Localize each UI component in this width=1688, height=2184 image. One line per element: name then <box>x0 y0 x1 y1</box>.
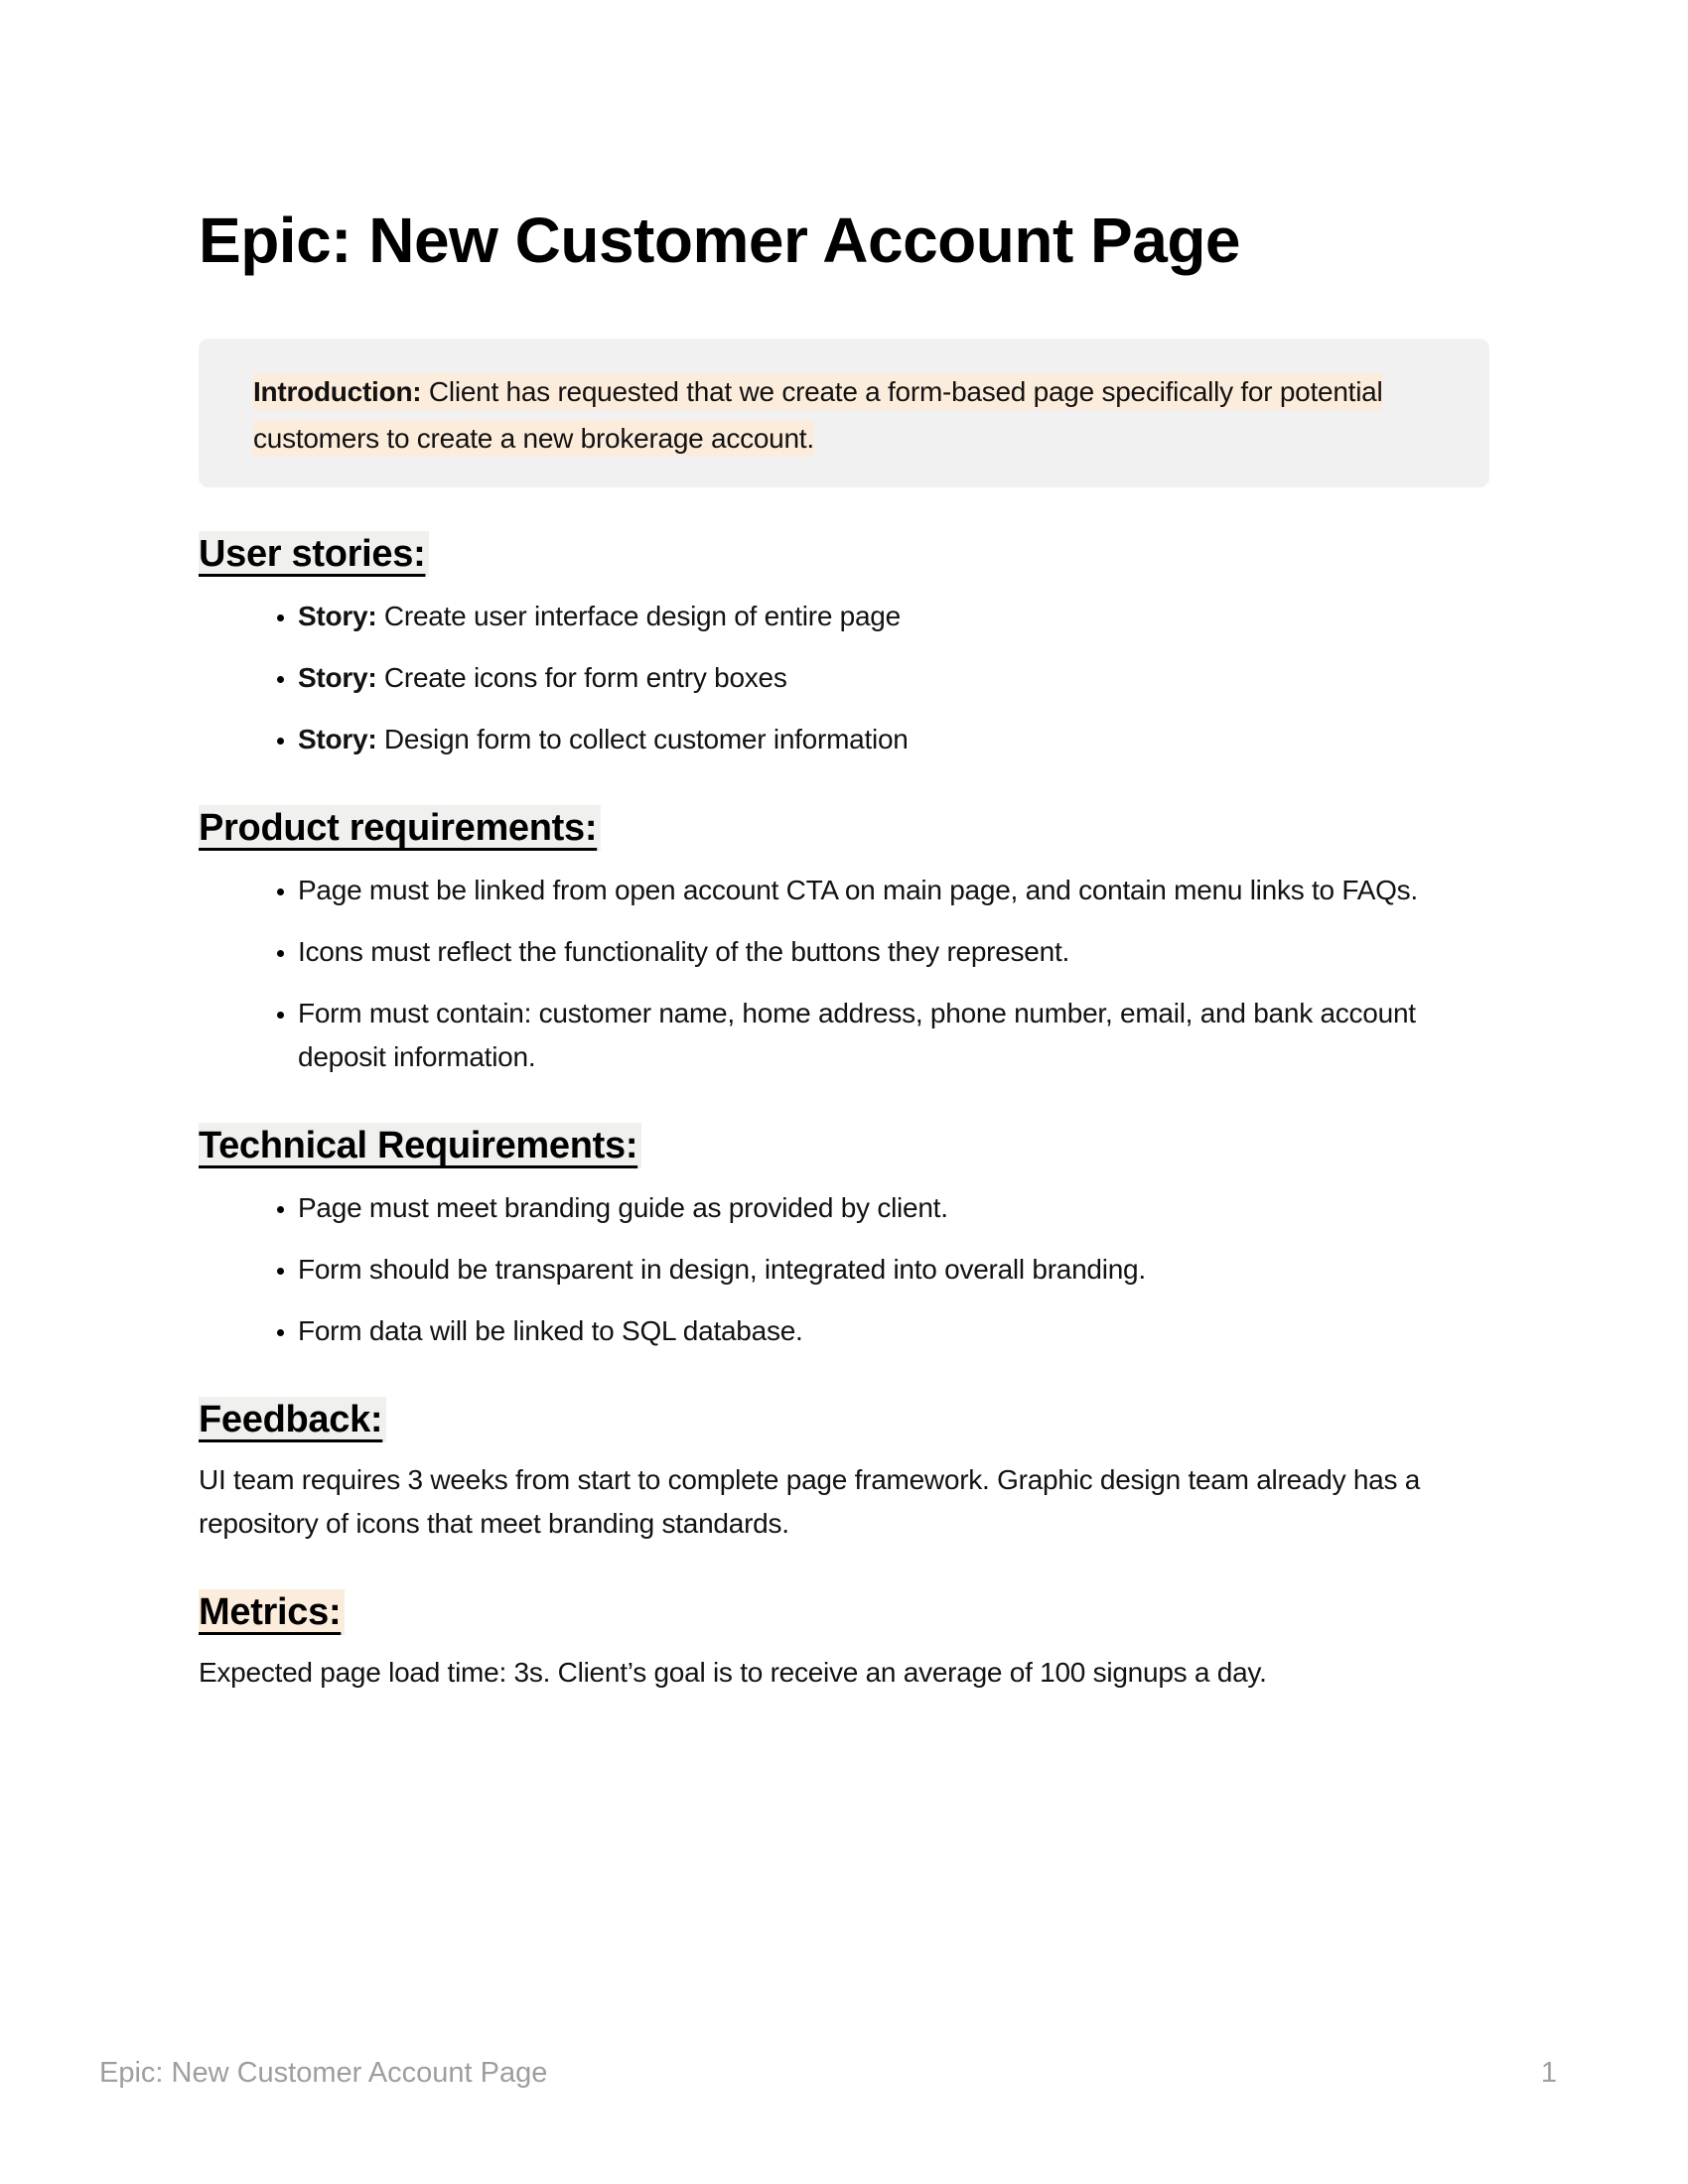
requirement-text: Form should be transparent in design, integrated into overall branding. <box>298 1254 1146 1285</box>
requirement-text: Icons must reflect the functionality of the buttons they represent. <box>298 936 1070 967</box>
page-footer <box>0 2057 1688 2090</box>
section-product-requirements <box>199 805 1489 1079</box>
section-heading-feedback: Feedback: <box>199 1397 1489 1442</box>
product-requirements-list <box>199 869 1489 1079</box>
section-metrics <box>199 1589 1489 1695</box>
list-item <box>298 718 1455 761</box>
technical-requirements-list <box>199 1186 1489 1353</box>
footer-page-number: 1 <box>1540 2057 1557 2089</box>
story-text: Design form to collect customer information <box>376 724 909 754</box>
section-technical-requirements <box>199 1123 1489 1353</box>
introduction-paragraph <box>253 368 1435 462</box>
list-item <box>298 595 1455 638</box>
user-stories-list <box>199 595 1489 761</box>
story-text: Create user interface design of entire page <box>376 601 901 631</box>
section-heading-technical-requirements: Technical Requirements: <box>199 1123 1489 1168</box>
list-item <box>298 869 1455 912</box>
feedback-paragraph: UI team requires 3 weeks from start to complete page framework. Graphic design team already has a repository of icons that meet branding standards. <box>199 1464 1421 1539</box>
requirement-text: Form must contain: customer name, home address, phone number, email, and bank account deposit information. <box>298 998 1416 1072</box>
list-item <box>298 1309 1455 1353</box>
story-label: Story: <box>298 662 377 693</box>
section-user-stories <box>199 531 1489 761</box>
story-label: Story: <box>298 724 377 754</box>
story-text: Create icons for form entry boxes <box>376 662 787 693</box>
introduction-text: Client has requested that we create a form-based page specifically for potential customers to create a new brokerage account. <box>253 376 1383 454</box>
section-heading-metrics: Metrics: <box>199 1589 1489 1635</box>
list-item <box>298 1186 1455 1230</box>
introduction-label: Introduction: <box>253 376 422 407</box>
metrics-paragraph: Expected page load time: 3s. Client’s goal is to receive an average of 100 signups a day. <box>199 1657 1267 1688</box>
requirement-text: Form data will be linked to SQL database. <box>298 1315 803 1346</box>
requirement-text: Page must be linked from open account CTA on main page, and contain menu links to FAQs. <box>298 875 1418 905</box>
section-feedback <box>199 1397 1489 1546</box>
section-heading-user-stories: User stories: <box>199 531 1489 577</box>
list-item <box>298 930 1455 974</box>
list-item <box>298 992 1455 1079</box>
list-item <box>298 1248 1455 1292</box>
page-title: Epic: New Customer Account Page <box>199 205 1240 276</box>
requirement-text: Page must meet branding guide as provided by client. <box>298 1192 948 1223</box>
story-label: Story: <box>298 601 377 631</box>
list-item <box>298 656 1455 700</box>
section-heading-product-requirements: Product requirements: <box>199 805 1489 851</box>
footer-document-title: Epic: New Customer Account Page <box>99 2057 548 2089</box>
introduction-callout <box>199 339 1489 487</box>
